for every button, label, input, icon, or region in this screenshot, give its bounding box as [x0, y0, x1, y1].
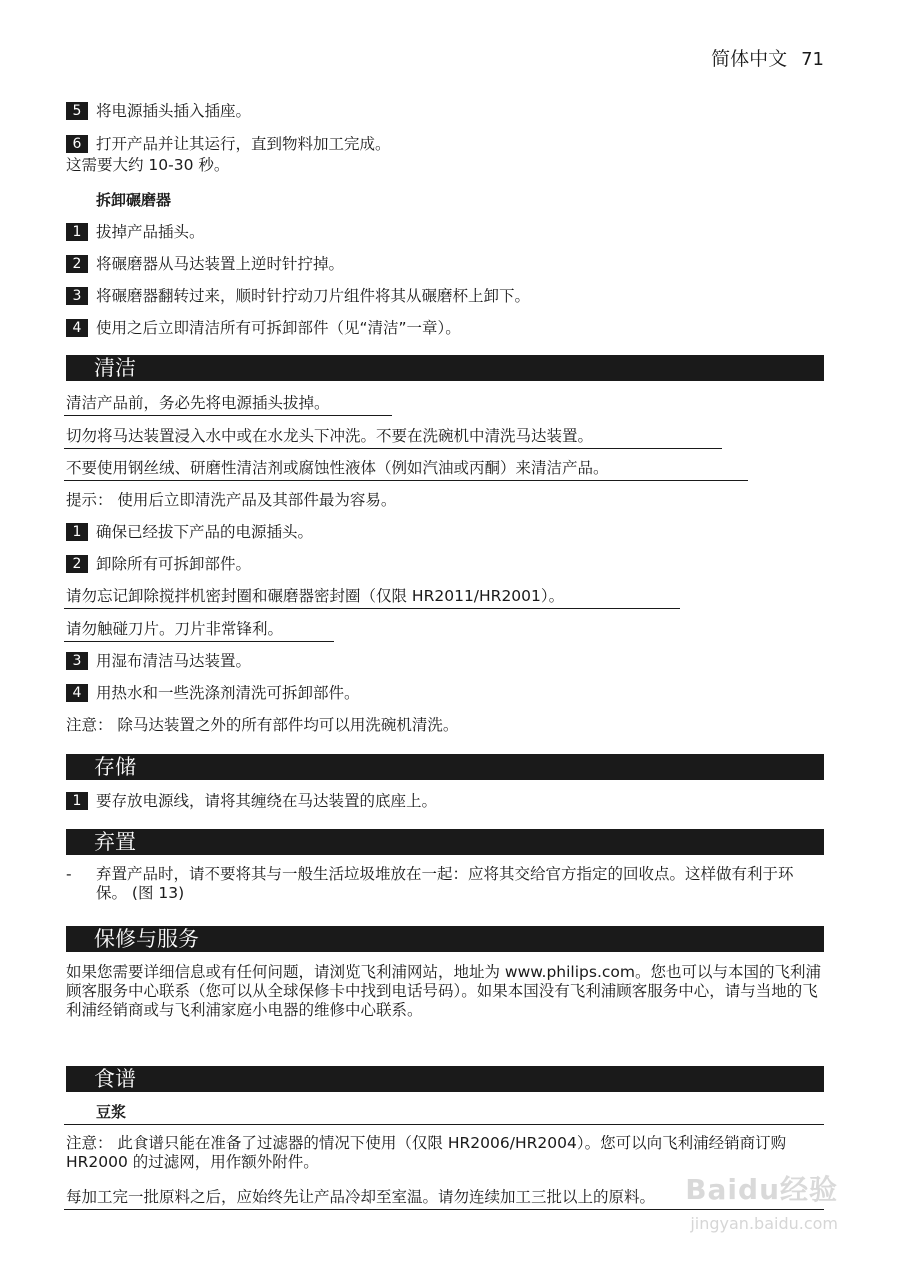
step-text: 用热水和一些洗涤剂清洗可拆卸部件。 — [96, 684, 360, 702]
section-heading-clean: 清洁 — [66, 355, 824, 381]
subheading-soy-milk: 豆浆 — [96, 1103, 127, 1121]
divider — [64, 1124, 824, 1125]
step-number: 3 — [66, 287, 88, 305]
bullet-dash: - — [66, 865, 72, 883]
section-heading-storage: 存储 — [66, 754, 824, 780]
step-item — [66, 222, 205, 242]
section-heading-disposal: 弃置 — [66, 829, 824, 855]
step-item — [66, 318, 461, 338]
step-text: 用湿布清洁马达装置。 — [96, 652, 252, 670]
step-text: 使用之后立即清洁所有可拆卸部件（见“清洁”一章）。 — [96, 319, 461, 337]
clean-note: 注意： 除马达装置之外的所有部件均可以用洗碗机清洗。 — [66, 716, 459, 734]
step-number: 2 — [66, 555, 88, 573]
step-item — [66, 522, 313, 542]
warning-line: 请勿忘记卸除搅拌机密封圈和碾磨器密封圈（仅限 HR2011/HR2001）。 — [66, 587, 565, 605]
warning-line: 切勿将马达装置浸入水中或在水龙头下冲洗。不要在洗碗机中清洗马达装置。 — [66, 427, 594, 445]
page-header — [711, 44, 824, 71]
step-text: 要存放电源线，请将其缠绕在马达装置的底座上。 — [96, 792, 438, 810]
watermark-url: jingyan.baidu.com — [690, 1214, 838, 1233]
step-text: 拔掉产品插头。 — [96, 223, 205, 241]
step-item — [66, 101, 251, 121]
step-text: 卸除所有可拆卸部件。 — [96, 555, 252, 573]
step-item — [66, 683, 360, 703]
header-language: 简体中文 — [711, 48, 788, 70]
section-heading-service: 保修与服务 — [66, 926, 824, 952]
step-number: 5 — [66, 102, 88, 120]
warning-underline — [64, 641, 334, 642]
step-number: 4 — [66, 684, 88, 702]
step-text: 将电源插头插入插座。 — [96, 102, 252, 120]
recipe-line: 每加工完一批原料之后，应始终先让产品冷却至室温。请勿连续加工三批以上的原料。 — [66, 1188, 656, 1206]
recipe-note: 注意： 此食谱只能在准备了过滤器的情况下使用（仅限 HR2006/HR2004）。您可以向飞利浦经销商订购 HR2000 的过滤网，用作额外附件。 — [66, 1134, 787, 1171]
step-text: 将碾磨器从马达装置上逆时针拧掉。 — [96, 255, 345, 273]
time-note: 这需要大约 10-30 秒。 — [66, 156, 230, 174]
warning-underline — [64, 415, 392, 416]
step-number: 4 — [66, 319, 88, 337]
step-number: 1 — [66, 523, 88, 541]
section-heading-recipe: 食谱 — [66, 1066, 824, 1092]
warning-underline — [64, 608, 680, 609]
step-number: 3 — [66, 652, 88, 670]
service-text: 如果您需要详细信息或有任何问题，请浏览飞利浦网站，地址为 www.philips.com。您也可以与本国的飞利浦顾客服务中心联系（您可以从全球保修卡中找到电话号码）。如果本国没有飞利浦顾客服务中心，请与当地的飞利浦经销商或与飞利浦家庭小电器的维修中心联系。 — [66, 963, 821, 1019]
warning-line: 不要使用钢丝绒、研磨性清洁剂或腐蚀性液体（例如汽油或丙酮）来清洁产品。 — [66, 459, 609, 477]
step-item — [66, 791, 437, 811]
step-number: 2 — [66, 255, 88, 273]
warning-line: 请勿触碰刀片。刀片非常锋利。 — [66, 620, 284, 638]
step-number: 1 — [66, 223, 88, 241]
step-number: 1 — [66, 792, 88, 810]
step-text: 打开产品并让其运行，直到物料加工完成。 — [96, 135, 391, 153]
clean-tip: 提示： 使用后立即清洗产品及其部件最为容易。 — [66, 491, 397, 509]
step-item — [66, 286, 530, 306]
step-number: 6 — [66, 135, 88, 153]
watermark — [685, 1168, 838, 1233]
step-item — [66, 554, 251, 574]
subheading-remove-grinder: 拆卸碾磨器 — [96, 191, 172, 209]
watermark-brand: Baidu经验 — [685, 1173, 838, 1206]
step-item — [66, 254, 344, 274]
warning-underline — [64, 448, 722, 449]
page-number: 71 — [801, 49, 824, 70]
step-item — [66, 134, 391, 154]
disposal-text: 弃置产品时，请不要将其与一般生活垃圾堆放在一起：应将其交给官方指定的回收点。这样做有利于环保。 (图 13) — [96, 865, 794, 902]
warning-line: 清洁产品前，务必先将电源插头拔掉。 — [66, 394, 330, 412]
step-text: 确保已经拔下产品的电源插头。 — [96, 523, 314, 541]
warning-underline — [64, 480, 748, 481]
step-item — [66, 651, 251, 671]
step-text: 将碾磨器翻转过来，顺时针拧动刀片组件将其从碾磨杯上卸下。 — [96, 287, 531, 305]
